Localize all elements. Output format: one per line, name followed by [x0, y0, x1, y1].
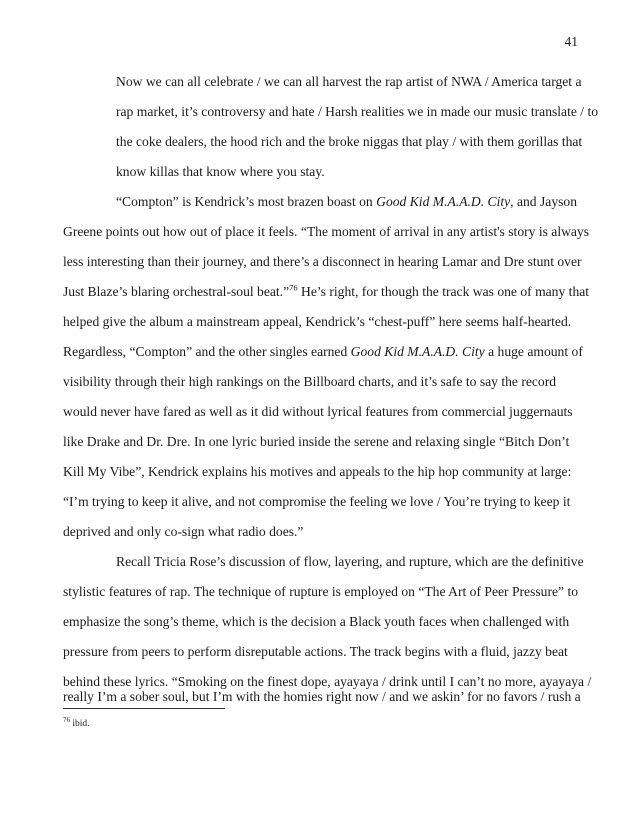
footnote-text: ibid. — [70, 719, 90, 730]
text-run: a huge amount of — [484, 344, 583, 359]
block-quote-line: know killas that know where you stay. — [116, 164, 325, 179]
paragraph-line: pressure from peers to perform disreputable actions. The track begins with a fluid, jazzy beat — [63, 644, 568, 659]
paragraph-line — [63, 283, 638, 301]
block-quote-line: rap market, it’s controversy and hate / Harsh realities we in made our music translate / to — [116, 104, 599, 119]
paragraph-line: stylistic features of rap. The technique of rupture is employed on “The Art of Peer Pressure” to — [63, 584, 579, 599]
block-quote-line: Now we can all celebrate / we can all harvest the rap artist of NWA / America target a — [116, 74, 582, 89]
text-run: He’s right, for though the track was one of many that — [297, 284, 590, 299]
block-quote-line: the coke dealers, the hood rich and the broke niggas that play / with them gorillas that — [116, 134, 583, 149]
text-run: Just Blaze’s blaring orchestral-soul beat.” — [63, 284, 290, 299]
paragraph-line: like Drake and Dr. Dre. In one lyric buried inside the serene and relaxing single “Bitch Don’t — [63, 434, 570, 449]
paragraph-line: “I’m trying to keep it alive, and not compromise the feeling we love / You’re trying to keep it — [63, 494, 571, 509]
paragraph-line: emphasize the song’s theme, which is the decision a Black youth faces when challenged with — [63, 614, 570, 629]
paragraph-line: Recall Tricia Rose’s discussion of flow, layering, and rupture, which are the definitive — [116, 554, 584, 569]
paragraph-line: would never have fared as well as it did without lyrical features from commercial juggernauts — [63, 404, 573, 419]
paragraph-line: Greene points out how out of place it feels. “The moment of arrival in any artist's story is always — [63, 224, 590, 239]
page-number: 41 — [564, 34, 578, 49]
album-title: Good Kid M.A.A.D. City — [350, 344, 485, 359]
footnote-reference: 76 — [289, 282, 298, 293]
paragraph-line — [63, 343, 638, 361]
paragraph-line: behind these lyrics. “Smoking on the finest dope, ayayaya / drink until I can’t no more, ayayaya / — [63, 674, 592, 689]
footnote-divider — [63, 708, 225, 709]
text-run: Regardless, “Compton” and the other singles earned — [63, 344, 351, 359]
paragraph-line: helped give the album a mainstream appeal, Kendrick’s “chest-puff” here seems half-hearted. — [63, 314, 572, 329]
footnote — [63, 716, 90, 729]
album-title: Good Kid M.A.A.D. City — [376, 194, 511, 209]
paragraph-line: deprived and only co-sign what radio does.” — [63, 524, 304, 539]
text-run: “Compton” is Kendrick’s most brazen boast on — [116, 194, 377, 209]
paragraph-line: Kill My Vibe”, Kendrick explains his motives and appeals to the hip hop community at large: — [63, 464, 572, 479]
paragraph-line — [116, 193, 638, 211]
paragraph-line: less interesting than their journey, and there’s a disconnect in hearing Lamar and Dre stunt over — [63, 254, 582, 269]
text-run: , and Jayson — [510, 194, 577, 209]
paragraph-line: really I’m a sober soul, but I’m with the homies right now / and we askin’ for no favors / rush a — [63, 689, 581, 704]
paragraph-line: visibility through their high rankings on the Billboard charts, and it’s safe to say the record — [63, 374, 557, 389]
footnote-number: 76 — [63, 716, 70, 724]
